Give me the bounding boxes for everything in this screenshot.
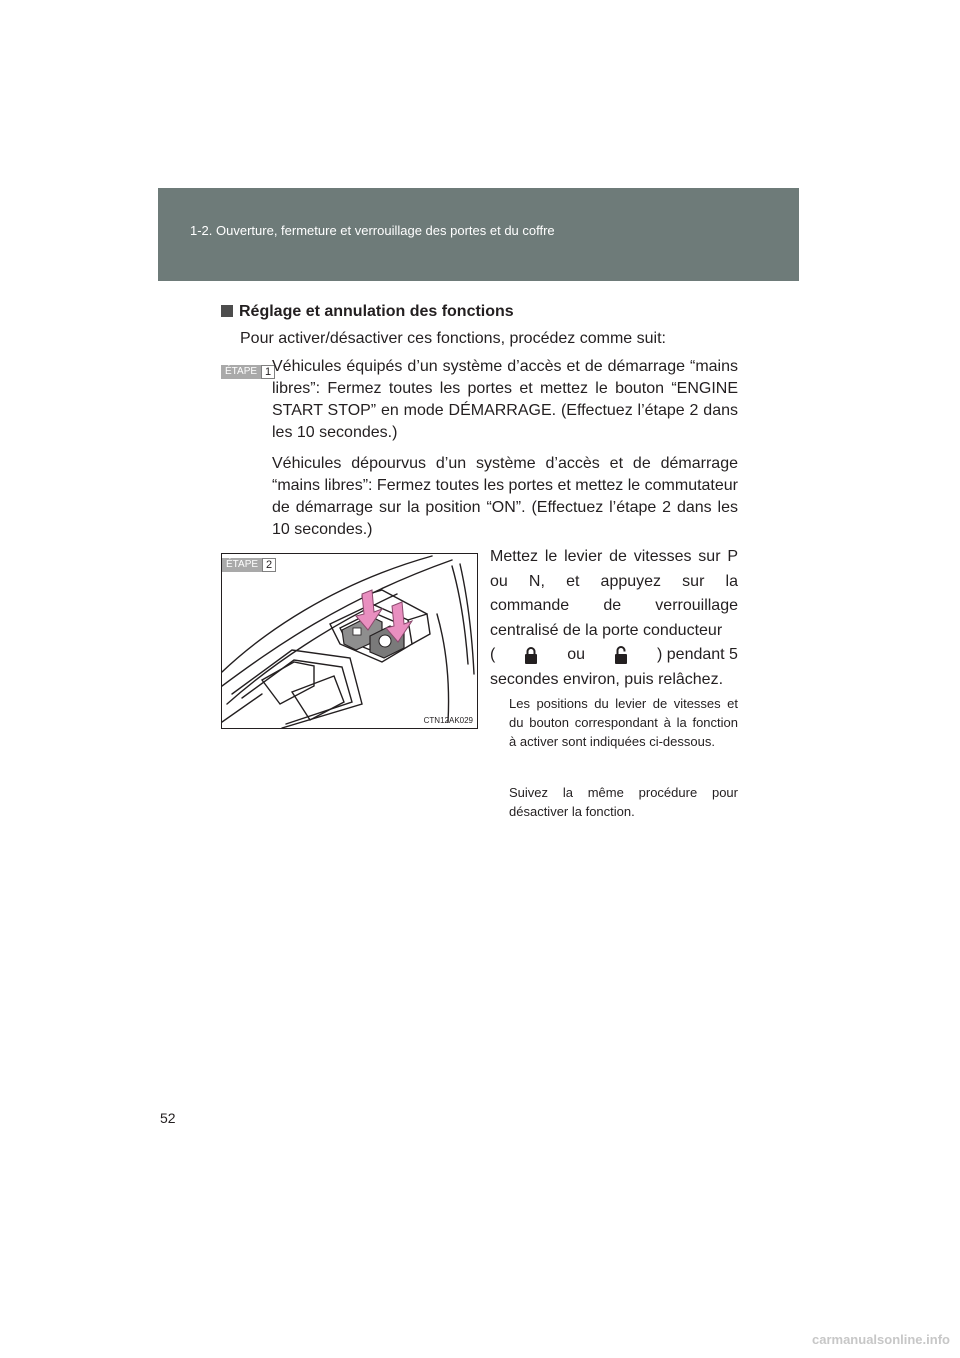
- step-1-text-b: Véhicules dépourvus d’un système d’accès et de démarrage “mains libres”: Fermez toutes les portes et mettez le commutateur de démarrage sur la position “ON”. (Effectuez l’étape 2 dans les 10 secondes.): [272, 455, 738, 538]
- intro-text: Pour activer/désactiver ces fonctions, procédez comme suit:: [240, 330, 666, 347]
- step-tag-number: 2: [262, 558, 276, 572]
- step-tag-label: ÉTAPE: [221, 365, 261, 379]
- lock-icon: [524, 646, 538, 664]
- step-2-lock-line: [490, 643, 738, 668]
- or-word: ou: [567, 646, 586, 663]
- step-2-text-line2: ) pendant 5: [657, 646, 738, 663]
- step-tag-number: 1: [261, 365, 275, 379]
- lock-icon: [353, 628, 361, 635]
- door-lock-switch-illustration: [221, 553, 478, 729]
- square-bullet-icon: [221, 305, 233, 317]
- step-2-text: [490, 545, 738, 692]
- step-1-tag: [221, 365, 275, 379]
- step-2-tag: [222, 558, 276, 572]
- door-switch-drawing: [222, 554, 477, 728]
- paren-open: (: [490, 646, 496, 663]
- step-2-text-line3: secondes environ, puis relâchez.: [490, 670, 724, 688]
- step-1-text-a: Véhicules équipés d’un système d’accès et de démarrage “mains libres”: Fermez toutes les portes et mettez le bouton “ENGINE START STOP” en mode DÉMARRAGE. (Effectuez l’étape 2 dans les 10 secondes.): [272, 358, 738, 441]
- section-heading-text: Réglage et annulation des fonctions: [239, 303, 514, 320]
- section-heading: [221, 303, 514, 321]
- step-2-text-line1: Mettez le levier de vitesses sur P ou N, et appuyez sur la commande de verrouillage centralisé de la porte conducteur: [490, 548, 738, 639]
- note-positions: Les positions du levier de vitesses et du bouton correspondant à la fonction à activer sont indiquées ci-dessous.: [509, 696, 738, 749]
- chapter-title: 1-2. Ouverture, fermeture et verrouillage des portes et du coffre: [190, 223, 555, 238]
- unlock-icon: [614, 646, 628, 664]
- watermark: carmanualsonline.info: [812, 1332, 950, 1347]
- figure-code: CTN12AK029: [423, 716, 473, 725]
- unlock-icon: [379, 635, 391, 647]
- page-number: 52: [160, 1110, 176, 1126]
- note-deactivate: Suivez la même procédure pour désactiver la fonction.: [509, 785, 738, 819]
- chapter-header: [158, 188, 799, 281]
- step-tag-label: ÉTAPE: [222, 558, 262, 572]
